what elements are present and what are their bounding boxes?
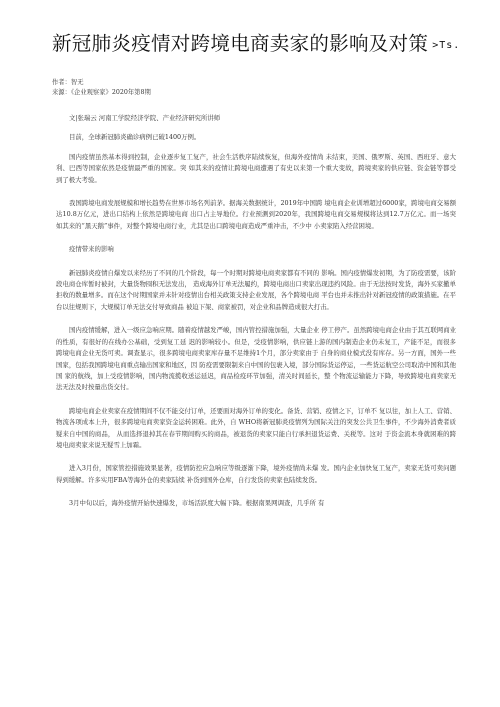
source-label: 来源： xyxy=(52,89,71,96)
title-block xyxy=(52,32,461,78)
paragraph: 国内疫情缓解，进入一级应急响应期。随着疫情越发严峻，国内管控措施加强，大量企业 停工停产。虽然跨境电商企业由于其互联网商业的性质，有很好的在线办公基础，受到复工延 迟的影响较小。但是，受疫情影响，供应链上游的国内制造企业仍未复工，产能不足，而很多 跨境电商企业无货可卖。调查显示，很多跨境电商卖家库存量不足维持1个月，部分卖家由于 自身的商业模式没有库存。另一方面，国外一些国家，包括我国跨境电商重点输出国家和地区，因 防疫需要限制来自中国的包裹入境，部分国际货运停运，一些货运航空公司取消中国和其他国 家的航线，加上受疫情影响，国内物流揽收送运延迟，商品检疫环节加强，清关时间延长，整 个物流运输能力下降，导致跨境电商卖家无法无法及时按量出货交付。 xyxy=(56,326,456,392)
author-name: 智无 xyxy=(70,79,84,86)
byline: 文|张瑞云 河南工学院经济学院、产业经济研究所讲师 xyxy=(69,114,221,122)
paragraph: 新冠肺炎疫情自爆发以来经历了不同的几个阶段，每一个时期对跨境电商卖家都有不同的 影响。国内疫情爆发初期，为了防疫需要，该阶段电商仓库暂时被封，大量货物囤积无法发出， 造成海外订单无法履约，跨境电商出口卖家出现违约风险。由于无法按时发货，海外买家撤单 拒收的数量增多。而在这个时期国家并未针对疫情出台相关政策支持企业发展，各个跨境电商 平台也并未推出针对新冠疫情的政策措施。在平台以往规则下，大规模订单无法交付导致商品 被迫下架、商家被罚，对企业和品牌造成很大打击。 xyxy=(56,268,456,311)
paragraph: 进入3月份，国家管控措施效果显著，疫情防控应急响应等级逐渐下降，境外疫情尚未爆 发。国内企业加快复工复产，卖家无货可卖问题得到缓解。许多实用FBA等海外仓的卖家陆续 补货到国外仓库，自行发货的卖家也陆续发货。 xyxy=(56,464,456,484)
paragraph: 目前，全球新冠肺炎确诊病例已破1400万例。 xyxy=(69,133,201,142)
section-heading: 疫情带来的影响 xyxy=(69,245,114,254)
source-line xyxy=(52,88,456,98)
article-title-text: 新冠肺炎疫情对跨境电商卖家的影响及对策 xyxy=(52,32,429,55)
article-meta xyxy=(52,78,456,98)
paragraph: 跨境电商企业卖家在疫情期间不仅不能交付订单，还要面对海外订单的变化。备货、营销、疫情之下，订单不 复以往，加上人工、营销、物流各项成本上升，很多跨境电商卖家资金运转困难。此外，自 WHO将新冠肺炎疫情列为国际关注的突发公共卫生事件，不少海外消费者质疑来自中国的商品， 从而选择退掉其在春节期间购买的商品，被退货的卖家只能自行承担退货运费、关税等。这对 于资金流本身就困难的跨境电商卖家来说无疑雪上加霜。 xyxy=(56,406,456,449)
paragraph: 3月中旬以后，海外疫情开始快速爆发，市场活跃度大幅下降。根据南果网调查，几乎所 有 xyxy=(69,499,325,508)
source-name: 《企业观察家》2020年第8期 xyxy=(70,89,151,96)
article-title xyxy=(52,34,462,55)
paragraph: 国内疫情虽然基本得到控制，企业逐步复工复产，社会生活秩序陆续恢复，但海外疫情尚 未结束，美国、俄罗斯、英国、西班牙、意大利、巴西等国家依然是疫情最严重的国家。突 如其来的疫情让跨境电商遭遇了有史以来第一个重大变故，跨境卖家的供应链、资金链等都受 到了极大考验。 xyxy=(56,152,456,184)
paragraph: 我国跨境电商发展规模和增长趋势在世界市场名列前茅。据海关数据统计，2019年中国跨 境电商企业训增超过6000家，跨境电商交易额达10.8万亿元，进出口结构上依然是跨境电商 出口占主导地位。行业预测到2020年，我国跨境电商交易规模将达到12.7万亿元。而一场突 如其来的“黑天鹅”事件，对整个跨境电商行业，尤其是出口跨境电商造成严重冲击，不少中 小卖家陷入经营困境。 xyxy=(56,199,456,230)
author-label: 作者： xyxy=(52,79,71,86)
author-line xyxy=(52,78,456,88)
article-title-tail: >Ts. xyxy=(432,40,461,51)
